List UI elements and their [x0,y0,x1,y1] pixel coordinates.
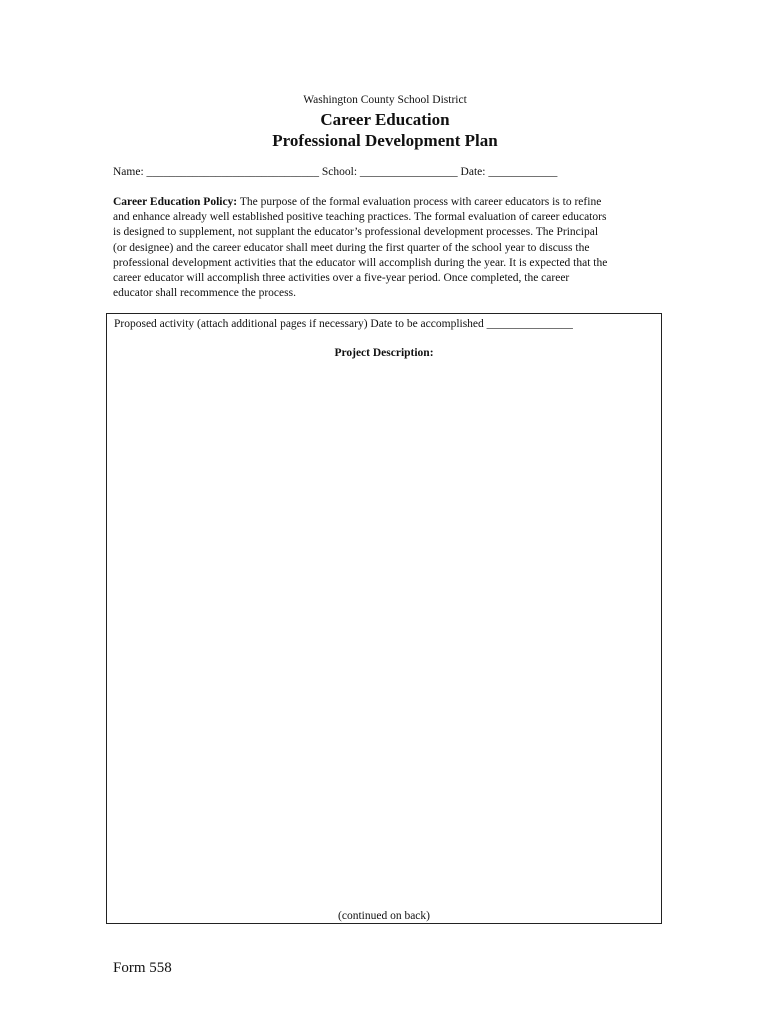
document-subtitle: Professional Development Plan [272,131,498,150]
date-label: Date: [460,166,486,178]
policy-line: professional development activities that the educator will accomplish during the year. It is expected that the [113,256,608,269]
district-name: Washington County School District [303,94,467,106]
school-field[interactable]: _________________ [359,166,458,178]
document-title: Career Education [320,110,450,129]
info-fields-row [113,166,557,178]
project-description-label: Project Description: [334,347,434,359]
continued-note: (continued on back) [338,910,430,922]
proposed-activity-line: Proposed activity (attach additional pages if necessary) Date to be accomplished _______________ [114,318,573,330]
name-label: Name: [113,166,144,178]
school-label: School: [321,166,358,178]
policy-line-text: The purpose of the formal evaluation process with career educators is to refine [237,196,602,208]
policy-line: (or designee) and the career educator shall meet during the first quarter of the school year to discuss the [113,241,590,254]
activity-box[interactable] [106,313,662,924]
policy-paragraph [113,195,653,301]
policy-label: Career Education Policy: [113,196,238,208]
policy-line [113,195,653,210]
policy-line: is designed to supplement, not supplant the educator’s professional development processes. The Principal [113,226,599,239]
policy-line: and enhance already well established positive teaching practices. The formal evaluation of career educators [113,211,607,224]
name-field[interactable]: ______________________________ [146,166,320,178]
policy-line: educator shall recommence the process. [113,287,296,300]
date-field[interactable]: ____________ [488,166,558,178]
form-number: Form 558 [113,960,172,976]
policy-line: career educator will accomplish three activities over a five-year period. Once completed, the career [113,272,570,285]
